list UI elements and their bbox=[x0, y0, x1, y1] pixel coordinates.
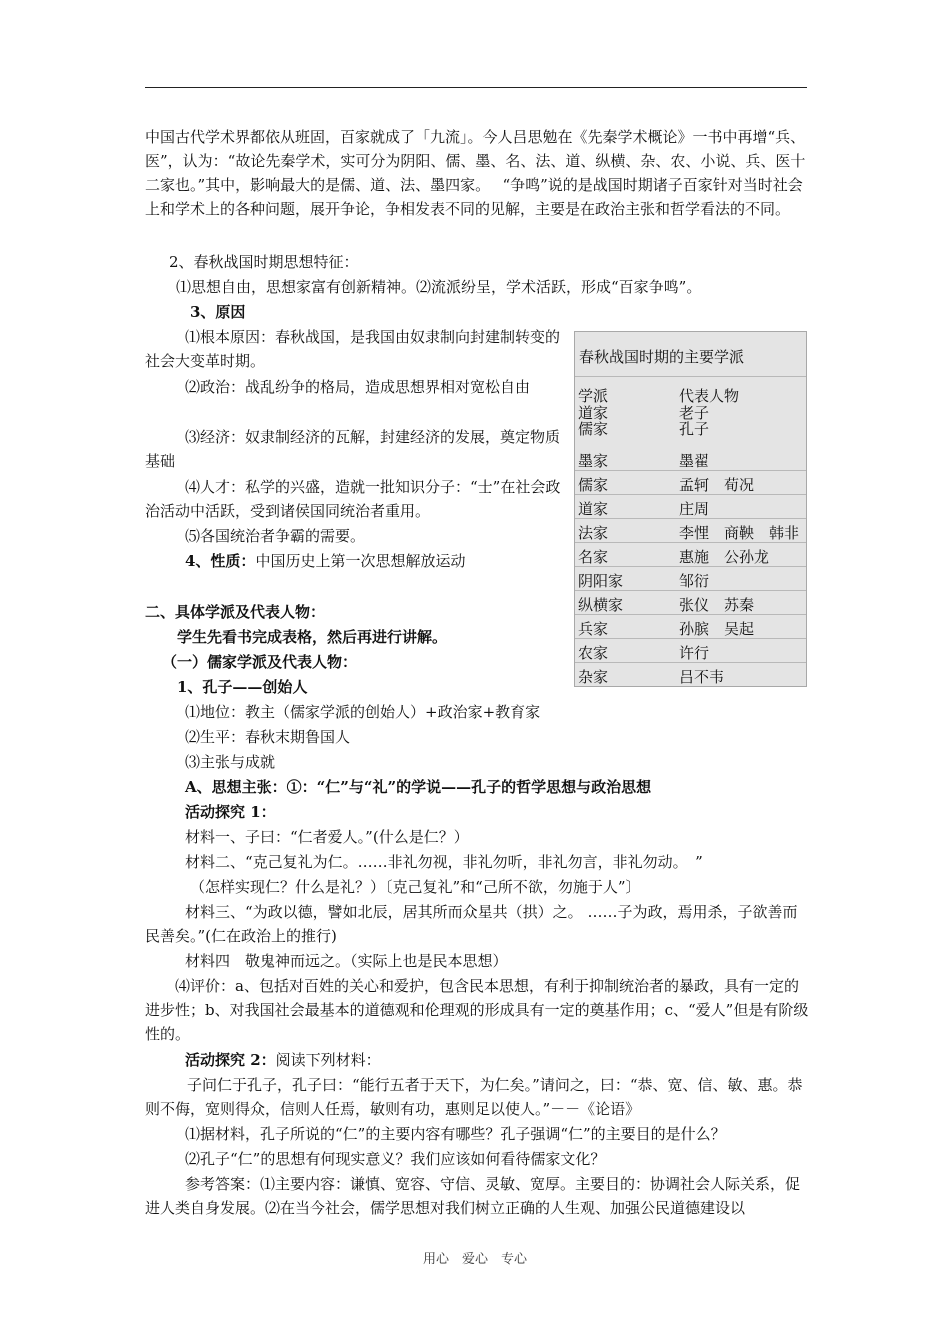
table-row-divider bbox=[575, 566, 806, 567]
table-row-divider bbox=[575, 494, 806, 495]
reason-1: ⑴根本原因：春秋战国，是我国由奴隶制向封建制转变的社会大变革时期。 bbox=[145, 328, 561, 370]
section-two-heading: 二、具体学派及代表人物： bbox=[145, 603, 326, 621]
table-cell-school: 阴阳家 bbox=[578, 572, 624, 590]
section-two-note: 学生先看书完成表格，然后再进行讲解。 bbox=[177, 628, 448, 646]
table-cell-person: 孟轲 荀况 bbox=[679, 476, 755, 494]
table-cell-person: 庄周 bbox=[679, 500, 710, 518]
table-cell-school: 儒家 bbox=[578, 420, 609, 438]
page-footer: 用心 爱心 专心 bbox=[422, 1252, 527, 1267]
table-header-school: 学派 bbox=[578, 387, 609, 405]
table-divider bbox=[575, 376, 806, 377]
header-rule bbox=[145, 87, 807, 88]
table-cell-person: 孔子 bbox=[679, 420, 710, 438]
table-cell-school: 兵家 bbox=[578, 620, 609, 638]
activity-2-text: 阅读下列材料： bbox=[275, 1051, 381, 1069]
table-cell-person: 邹衍 bbox=[679, 572, 710, 590]
reference-answer: 参考答案：⑴主要内容：谦慎、宽容、守信、灵敏、宽厚。主要目的：协调社会人际关系，促进人类自身发展。⑵在当今社会，儒学思想对我们树立正确的人生观、加强公民道德建设以 bbox=[145, 1175, 801, 1217]
table-cell-school: 纵横家 bbox=[578, 596, 624, 614]
reason-5: ⑸各国统治者争霸的需要。 bbox=[185, 527, 366, 545]
reason-2: ⑵政治：战乱纷争的格局，造成思想界相对宽松自由 bbox=[185, 378, 531, 396]
table-cell-person: 墨翟 bbox=[679, 452, 710, 470]
question-1: ⑴据材料，孔子所说的“仁”的主要内容有哪些？孔子强调“仁”的主要目的是什么？ bbox=[185, 1125, 726, 1143]
idea-heading: A、思想主张：①：“仁”与“礼”的学说——孔子的哲学思想与政治思想 bbox=[185, 778, 652, 796]
nature-text: 中国历史上第一次思想解放运动 bbox=[255, 552, 466, 570]
table-cell-school: 道家 bbox=[578, 500, 609, 518]
table-cell-person: 惠施 公孙龙 bbox=[679, 548, 770, 566]
table-cell-person: 吕不韦 bbox=[679, 668, 725, 686]
material-2-note: （怎样实现仁？什么是礼？）〔克己复礼”和“己所不欲，勿施于人”〕 bbox=[190, 878, 641, 896]
material-2: 材料二、“克己复礼为仁。……非礼勿视，非礼勿听，非礼勿言，非礼勿动。 ” bbox=[185, 853, 703, 871]
confucian-heading: （一）儒家学派及代表人物： bbox=[162, 653, 358, 671]
reason-4: ⑷人才：私学的兴盛，造就一批知识分子：“士”在社会政治活动中活跃，受到诸侯国同统治者重用。 bbox=[145, 478, 561, 520]
table-cell-school: 儒家 bbox=[578, 476, 609, 494]
kongzi-life: ⑵生平：春秋末期鲁国人 bbox=[185, 728, 351, 746]
nature-label: 4、性质： bbox=[185, 552, 256, 570]
section-2-text: ⑴思想自由，思想家富有创新精神。⑵流派纷呈，学术活跃，形成“百家争鸣”。 bbox=[176, 278, 702, 296]
activity-2-label: 活动探究 2： bbox=[185, 1051, 276, 1069]
section-2-heading: 2、春秋战国时期思想特征： bbox=[169, 253, 359, 271]
material-1: 材料一、子曰：“仁者爱人。”(什么是仁？） bbox=[185, 828, 469, 846]
material-4: 材料四 敬鬼神而远之。（实际上也是民本思想） bbox=[185, 952, 508, 970]
reason-3: ⑶经济：奴隶制经济的瓦解，封建经济的发展，奠定物质基础 bbox=[145, 428, 561, 470]
activity-1-heading: 活动探究 1： bbox=[185, 803, 276, 821]
analects-quote: 子问仁于孔子，孔子曰：“能行五者于天下，为仁矣。”请问之，曰：“恭、宽、信、敏、惠。恭则不侮，宽则得众，信则人任焉，敏则有功，惠则足以使人。”－－《论语》 bbox=[145, 1076, 803, 1118]
kongzi-status: ⑴地位：教主（儒家学派的创始人）+政治家+教育家 bbox=[185, 703, 541, 721]
table-row-divider bbox=[575, 518, 806, 519]
table-cell-school: 农家 bbox=[578, 644, 609, 662]
table-row-divider bbox=[575, 542, 806, 543]
table-cell-person: 李悝 商鞅 韩非 bbox=[679, 524, 800, 542]
table-row-divider bbox=[575, 470, 806, 471]
table-cell-person: 老子 bbox=[679, 404, 710, 422]
table-cell-school: 法家 bbox=[578, 524, 609, 542]
material-3: 材料三、“为政以德，譬如北辰，居其所而众星共（拱）之。 ……子为政，焉用杀，子欲善而民善矣。”(仁在政治上的推行) bbox=[145, 903, 798, 945]
table-cell-school: 名家 bbox=[578, 548, 609, 566]
evaluation: ⑷评价：a、包括对百姓的关心和爱护，包含民本思想，有利于抑制统治者的暴政，具有一定的进步性；b、对我国社会最基本的道德观和伦理观的形成具有一定的奠基作用；c、“爱人”但是有阶级性的。 bbox=[145, 977, 809, 1043]
table-title: 春秋战国时期的主要学派 bbox=[579, 348, 745, 366]
activity-2-line bbox=[185, 1048, 850, 1072]
table-cell-person: 孙膑 吴起 bbox=[679, 620, 755, 638]
table-cell-school: 墨家 bbox=[578, 452, 609, 470]
kongzi-heading: 1、孔子——创始人 bbox=[177, 678, 308, 696]
table-cell-person: 张仪 苏秦 bbox=[679, 596, 755, 614]
intro-paragraph: 中国古代学术界都依从班固，百家就成了「九流」。今人吕思勉在《先秦学术概论》一书中再增“兵、医”，认为：“故论先秦学术，实可分为阴阳、儒、墨、名、法、道、纵横、杂、农、小说、兵、医十二家也。”其中，影响最大的是儒、道、法、墨四家。 “争鸣”说的是战国时期诸子百家针对当时社会上和学术上的各种问题，展开争论，争相发表不同的见解，主要是在政治主张和哲学看法的不同。 bbox=[145, 128, 806, 218]
question-2: ⑵孔子“仁”的思想有何现实意义？我们应该如何看待儒家文化？ bbox=[185, 1150, 606, 1168]
table-cell-school: 杂家 bbox=[578, 668, 609, 686]
section-3-heading: 3、原因 bbox=[190, 303, 246, 321]
table-row-divider bbox=[575, 590, 806, 591]
table-cell-person: 许行 bbox=[679, 644, 710, 662]
table-cell-school: 道家 bbox=[578, 404, 609, 422]
table-header-person: 代表人物 bbox=[679, 387, 740, 405]
kongzi-ideas: ⑶主张与成就 bbox=[185, 753, 276, 771]
